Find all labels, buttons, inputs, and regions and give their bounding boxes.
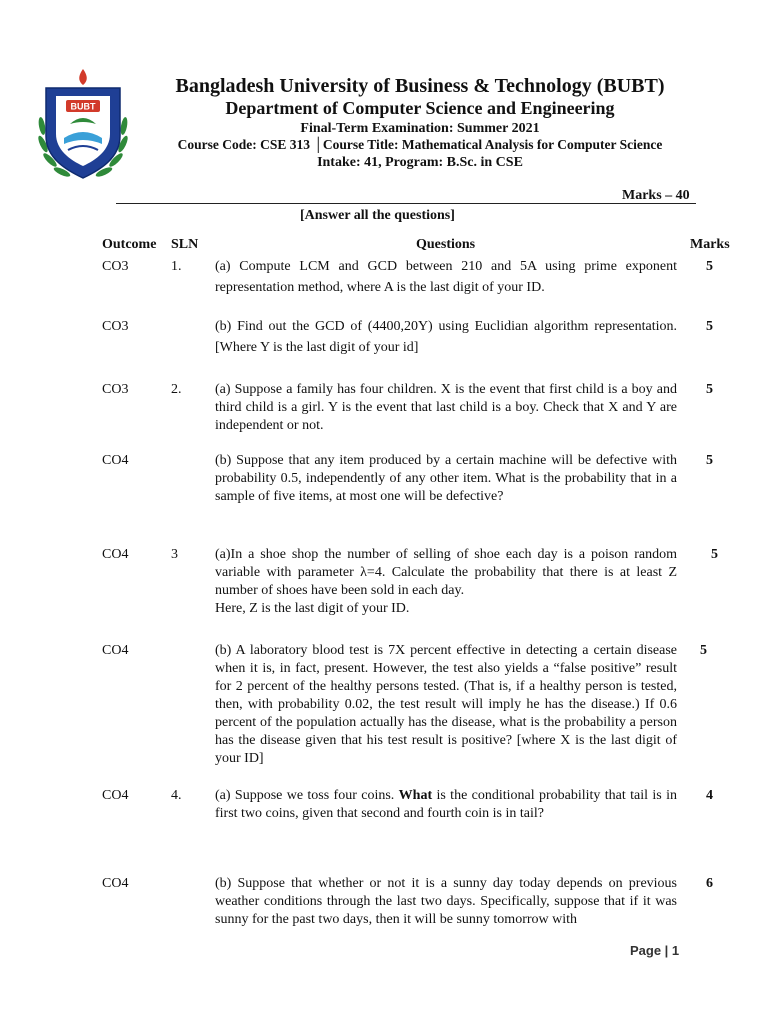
- department-name: Department of Computer Science and Engineering: [225, 98, 615, 118]
- question-marks: 5: [706, 453, 713, 468]
- university-logo: [34, 66, 132, 184]
- question-marks: 5: [711, 547, 718, 562]
- question-outcome: CO4: [102, 876, 129, 891]
- question-marks: 4: [706, 788, 713, 803]
- total-marks: Marks – 40: [622, 188, 690, 203]
- question-text: (a) Suppose a family has four children. X is the event that first child is a boy and third child is a girl. Y is the event that last child is a boy. Check that X and Y are independent or not.: [215, 382, 677, 433]
- question-marks: 5: [700, 643, 707, 658]
- question-text-part: (a) Suppose we toss four coins.: [215, 788, 399, 803]
- header-divider: [116, 203, 696, 204]
- exam-title: Final-Term Examination: Summer 2021: [300, 121, 540, 136]
- question-text: (b) Suppose that whether or not it is a sunny day today depends on previous weather conditions through the last two days. Specifically, suppose that if it was sunny for the past two days, then it will be sunny tomorrow with: [215, 876, 677, 927]
- question-marks: 5: [706, 319, 713, 334]
- question-number: 1.: [171, 259, 182, 274]
- question-text: (b) Find out the GCD of (4400,20Y) using Euclidian algorithm representation. [Where Y is the last digit of your id]: [215, 319, 677, 355]
- column-header-questions: Questions: [416, 237, 476, 252]
- question-outcome: CO3: [102, 382, 129, 397]
- question-text-bold: What: [398, 788, 433, 803]
- question-number: 3: [171, 547, 178, 562]
- question-marks: 5: [706, 382, 713, 397]
- column-header-sln: SLN: [171, 237, 199, 252]
- column-header-outcome: Outcome: [102, 237, 157, 252]
- question-outcome: CO4: [102, 788, 129, 803]
- question-note: Here, Z is the last digit of your ID.: [215, 601, 410, 616]
- question-text: (a)In a shoe shop the number of selling of shoe each day is a poison random variable with parameter λ=4. Calculate the probability that there is at least Z number of shoes have been sold in each day.: [215, 547, 677, 598]
- question-outcome: CO4: [102, 453, 129, 468]
- question-marks: 6: [706, 876, 713, 891]
- question-outcome: CO4: [102, 547, 129, 562]
- intake-info: Intake: 41, Program: B.Sc. in CSE: [317, 155, 523, 170]
- question-text: (a) Compute LCM and GCD between 210 and 5A using prime exponent representation method, where A is the last digit of your ID.: [215, 259, 677, 295]
- question-outcome: CO3: [102, 259, 129, 274]
- course-info: Course Code: CSE 313 │Course Title: Mathematical Analysis for Computer Science: [177, 137, 663, 152]
- question-outcome: CO3: [102, 319, 129, 334]
- university-name: Bangladesh University of Business & Technology (BUBT): [175, 75, 665, 97]
- column-header-marks: Marks: [690, 237, 730, 252]
- question-number: 2.: [171, 382, 182, 397]
- question-text: [215, 787, 677, 823]
- question-number: 4.: [171, 788, 182, 803]
- question-text-part: is the conditional probability that tail is in first two coins, given that second and fourth coin is in tail?: [215, 788, 677, 821]
- page-number: Page | 1: [630, 943, 680, 958]
- question-text: (b) Suppose that any item produced by a certain machine will be defective with probability 0.5, independently of any other item. What is the probability that in a sample of five items, at most one will be defective?: [215, 453, 677, 504]
- instruction: [Answer all the questions]: [300, 208, 455, 223]
- question-text: (b) A laboratory blood test is 7X percent effective in detecting a certain disease when it is, in fact, present. However, the test also yields a “false positive” result for 2 percent of the healthy persons tested. (That is, if a healthy person is tested, then, with probability 0.02, the test result will imply he has the disease.) If 0.6 percent of the population actually has the disease, what is the probability a person has the disease given that his test result is positive? [where X is the last digit of your ID]: [215, 643, 677, 766]
- question-marks: 5: [706, 259, 713, 274]
- question-outcome: CO4: [102, 643, 129, 658]
- logo-text: BUBT: [70, 101, 96, 112]
